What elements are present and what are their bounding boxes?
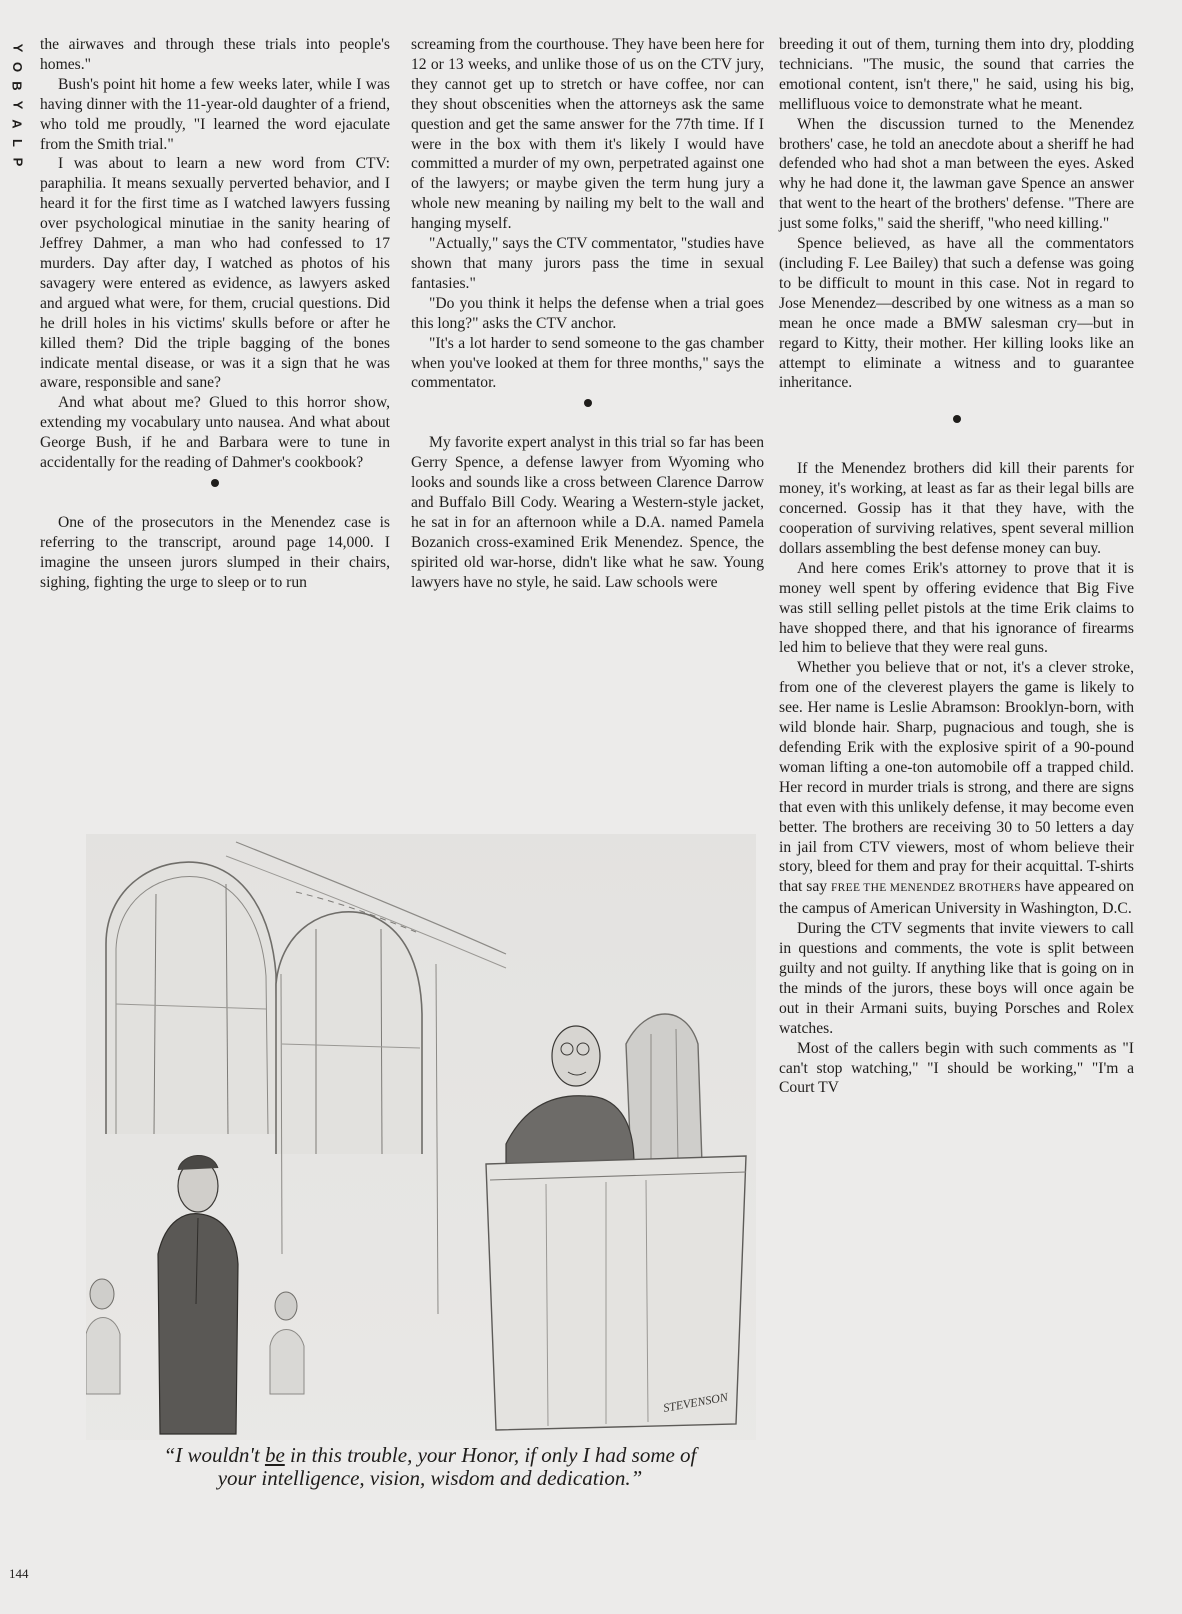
masthead-letter: Y xyxy=(9,100,25,110)
masthead-letter: Y xyxy=(9,43,25,53)
section-break-dot xyxy=(211,479,219,487)
paragraph: Bush's point hit home a few weeks later, while I was having dinner with the 11-year-old daughter of a friend, who told me proudly, "I learned the word ejaculate from the Smith trial." xyxy=(40,75,390,153)
masthead-letter: O xyxy=(10,61,25,73)
masthead-letter: L xyxy=(9,139,25,147)
masthead-letter: B xyxy=(9,81,25,91)
cartoonist-signature: STEVENSON xyxy=(662,1389,729,1415)
paragraph: My favorite expert analyst in this trial so far has been Gerry Spence, a defense lawyer from Wyoming who looks and sounds like a cross between Clarence Darrow and Buffalo Bill Cody. Wearing a Western-style jacket, he sat in for an afternoon while a D.A. named Pamela Bozanich cross-examined Erik Menendez. Spence, the spirited old war-horse, didn't like what he saw. Young lawyers have no style, he said. Law schools were xyxy=(411,434,764,591)
paragraph: screaming from the courthouse. They have been here for 12 or 13 weeks, and unlike those of us on the CTV jury, they cannot get up to stretch or have coffee, nor can they shout obscenities when the attorneys ask the same question and get the same answer for the 77th time. If I were in the box with them it's likely I would have committed a murder of my own, perpetrated against one of the lawyers; or maybe given the term hung jury a whole new meaning by nailing my belt to the wall and hanging myself. xyxy=(411,36,764,233)
paragraph: If the Menendez brothers did kill their parents for money, it's working, at least as far as their legal bills are concerned. Gossip has it that they have, with the cooperation of surviving relatives, spent several million dollars assembling the best defense money can buy. xyxy=(779,460,1134,557)
caption-underlined-text: be xyxy=(264,1443,285,1467)
cartoon-illustration xyxy=(86,834,756,1440)
paragraph: I was about to learn a new word from CTV: paraphilia. It means sexually perverted behavior, and I heard it for the first time as I watched lawyers fussing over psychological minutiae in the sanity hearing of Jeffrey Dahmer, a man who had confessed to 17 murders. Day after day, I watched as photos of his savagery were entered as evidence, as lawyers asked and argued what were, for them, crucial questions. Did he drill holes in his victims' skulls before or after he killed them? Did the triple bagging of the bones indicate mental disease, or was it a sign that he was aware, responsible and sane? xyxy=(40,155,390,392)
section-break-dot xyxy=(584,399,592,407)
section-break-dot xyxy=(953,415,961,423)
paragraph: "Do you think it helps the defense when a trial goes this long?" asks the CTV anchor. xyxy=(411,294,764,332)
column-2 xyxy=(411,35,764,593)
paragraph: And what about me? Glued to this horror show, extending my vocabulary unto nausea. And what about George Bush, if he and Barbara were to tune in accidentally for the reading of Dahmer's cookbook? xyxy=(40,394,390,472)
column-3 xyxy=(779,35,1134,1098)
masthead-letter: P xyxy=(9,157,25,167)
caption-text: “I wouldn't xyxy=(163,1443,265,1467)
cartoon-caption xyxy=(150,1444,710,1490)
small-caps-text: FREE THE MENENDEZ BROTHERS xyxy=(830,882,1021,895)
paragraph-text: have appeared on the campus of American University in Washington, D.C. xyxy=(779,878,1134,918)
paragraph: the airwaves and through these trials into people's homes." xyxy=(40,36,390,73)
column-1 xyxy=(40,35,390,593)
page-number: 144 xyxy=(9,1566,29,1581)
caption-text: in this trouble, your Honor, if only I had some of your intelligence, vision, wisdom and dedication.” xyxy=(217,1443,697,1490)
paragraph xyxy=(779,658,1134,919)
masthead-letter: A xyxy=(9,119,25,129)
paragraph: Spence believed, as have all the commentators (including F. Lee Bailey) that such a defense was going to be difficult to mount in this case. Not in regard to Jose Menendez—described by one witness as a man so mean he once made a BMW salesman cry—but in regard to Kitty, their mother. Her killing looks like an attempt to eliminate a witness and to guarantee inheritance. xyxy=(779,235,1134,392)
paragraph: "It's a lot harder to send someone to the gas chamber when you've looked at them for three months," says the commentator. xyxy=(411,334,764,392)
paragraph: And here comes Erik's attorney to prove that it is money well spent by offering evidence that Big Five was still selling pellet pistols at the time Erik claims to have shopped there, and that his ignorance of firearms led him to believe that they were real guns. xyxy=(779,559,1134,657)
paragraph: One of the prosecutors in the Menendez case is referring to the transcript, around page 14,000. I imagine the unseen jurors slumped in their chairs, sighing, fighting the urge to sleep or to run xyxy=(40,513,390,591)
paragraph: When the discussion turned to the Menendez brothers' case, he told an anecdote about a sheriff he had defended who had shot a man between the eyes. Asked why he had done it, the lawman gave Spence an answer that went to the heart of the brothers' defense. "There are just some folks," said the sheriff, "who need killing." xyxy=(779,115,1134,233)
masthead-vertical xyxy=(6,40,28,170)
paragraph: Most of the callers begin with such comments as "I can't stop watching," "I should be working," "I'm a Court TV xyxy=(779,1039,1134,1097)
paragraph-text: Whether you believe that or not, it's a clever stroke, from one of the cleverest players the game is likely to see. Her name is Leslie Abramson: Brooklyn-born, with wild blonde hair. Sharp, pugnacious and tough, she is defending Erik with the explosive spirit of a 90-pound woman lifting a one-ton automobile off a trapped child. Her record in murder trials is strong, and there are signs that even with this unlikely defense, it may become even better. The brothers are receiving 30 to 50 letters a day in jail from CTV viewers, most of whom believe their story, bleed for them and pray for their acquittal. T-shirts that say xyxy=(779,659,1134,896)
courtroom-cartoon xyxy=(86,834,756,1440)
paragraph: "Actually," says the CTV commentator, "studies have shown that many jurors pass the time in sexual fantasies." xyxy=(411,235,764,292)
paragraph: During the CTV segments that invite viewers to call in questions and comments, the vote is split between guilty and not guilty. If anything like that is going on in the minds of the jurors, these boys will once again be out in their Armani suits, buying Porsches and Rolex watches. xyxy=(779,920,1134,1037)
paragraph: breeding it out of them, turning them into dry, plodding technicians. "The music, the sound that carries the emotional content, isn't there," he said, using his big, mellifluous voice to demonstrate what he meant. xyxy=(779,36,1134,113)
